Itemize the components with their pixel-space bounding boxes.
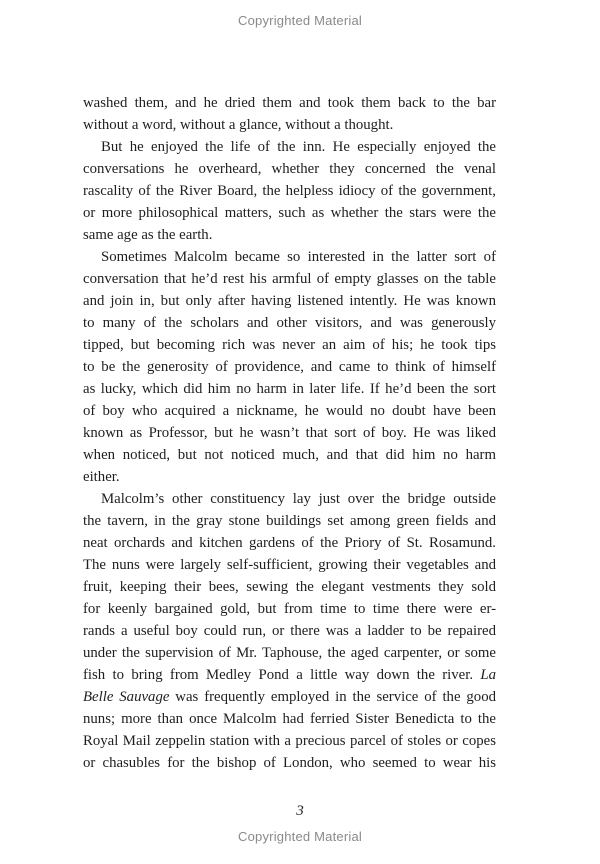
text-line-content: known as Professor, but he wasn’t that sort of boy. He was liked [83,425,496,441]
text-line [83,554,496,576]
text-line-content: conversations he overheard, whether they concerned the venal [83,161,496,177]
text-line-content: washed them, and he dried them and took them back to the bar [83,95,496,111]
text-line-content: fish to bring from Medley Pond a little way down the river. [83,667,474,683]
text-line [83,224,496,246]
text-line-content: But he enjoyed the life of the inn. He especially enjoyed the [101,139,496,155]
text-line [83,202,496,224]
text-line-content: either. [83,469,120,485]
text-line-content: Malcolm’s other constituency lay just over the bridge outside [101,491,496,507]
text-line-content: Royal Mail zeppelin station with a precious parcel of stoles or copes [83,733,496,749]
page-number: 3 [296,803,304,819]
text-line [83,158,496,180]
text-line [83,444,496,466]
text-line [83,246,496,268]
text-line-content: and join in, but only after having listened intently. He was known [83,293,496,309]
text-line [83,92,496,114]
text-line-content: without a word, without a glance, without a thought. [83,117,394,133]
text-line [83,598,496,620]
text-line [83,180,496,202]
text-line-content: Sometimes Malcolm became so interested in the latter sort of [101,249,496,265]
text-line-content: The nuns were largely self-sufficient, growing their vegetables and [83,557,496,573]
text-line [83,532,496,554]
text-line-content: was frequently employed in the service of the good [175,689,496,705]
text-line-content: nuns; more than once Malcolm had ferried Sister Benedicta to the [83,711,496,727]
text-line-content: conversation that he’d rest his armful of empty glasses on the table [83,271,496,287]
copyright-watermark-bottom: Copyrighted Material [238,829,362,844]
text-line-content: rascality of the River Board, the helpless idiocy of the government, [83,183,496,199]
text-line [83,334,496,356]
text-line-content: same age as the earth. [83,227,213,243]
text-line [83,664,496,686]
text-line [83,752,496,774]
text-line-content: rands a useful boy could run, or there was a ladder to be repaired [83,623,496,639]
text-line-content: when noticed, but not noticed much, and that did him no harm [83,447,496,463]
text-line [83,620,496,642]
text-line [83,730,496,752]
text-line [83,400,496,422]
body-text [83,92,496,774]
copyright-watermark-top: Copyrighted Material [238,13,362,28]
text-line-content: for keenly bargained gold, but from time to time there were er- [83,601,496,617]
text-line-content: or chasubles for the bishop of London, who seemed to wear his [83,755,496,771]
text-line [83,466,496,488]
text-line [83,378,496,400]
text-line-content: neat orchards and kitchen gardens of the Priory of St. Rosamund. [83,535,496,551]
text-line [83,268,496,290]
text-line [83,510,496,532]
text-line [83,312,496,334]
text-line [83,576,496,598]
text-line [83,422,496,444]
text-line-content: fruit, keeping their bees, sewing the elegant vestments they sold [83,579,496,595]
text-line-content: as lucky, which did him no harm in later life. If he’d been the sort [83,381,496,397]
italic-title: Belle Sauvage [83,689,170,705]
text-line-content: under the supervision of Mr. Taphouse, the aged carpenter, or some [83,645,496,661]
text-line [83,642,496,664]
text-line [83,114,496,136]
text-line-content: tipped, but becoming rich was never an aim of his; he took tips [83,337,496,353]
text-line-content: or more philosophical matters, such as whether the stars were the [83,205,496,221]
text-line [83,290,496,312]
text-line [83,708,496,730]
text-line [83,488,496,510]
text-line-content: to be the generosity of providence, and came to think of himself [83,359,496,375]
text-line [83,686,496,708]
text-line [83,356,496,378]
text-line-content: of boy who acquired a nickname, he would no doubt have been [83,403,496,419]
text-line-content: the tavern, in the gray stone buildings set among green fields and [83,513,496,529]
italic-title: La [480,667,496,683]
text-line-content: to many of the scholars and other visitors, and was generously [83,315,496,331]
text-line [83,136,496,158]
